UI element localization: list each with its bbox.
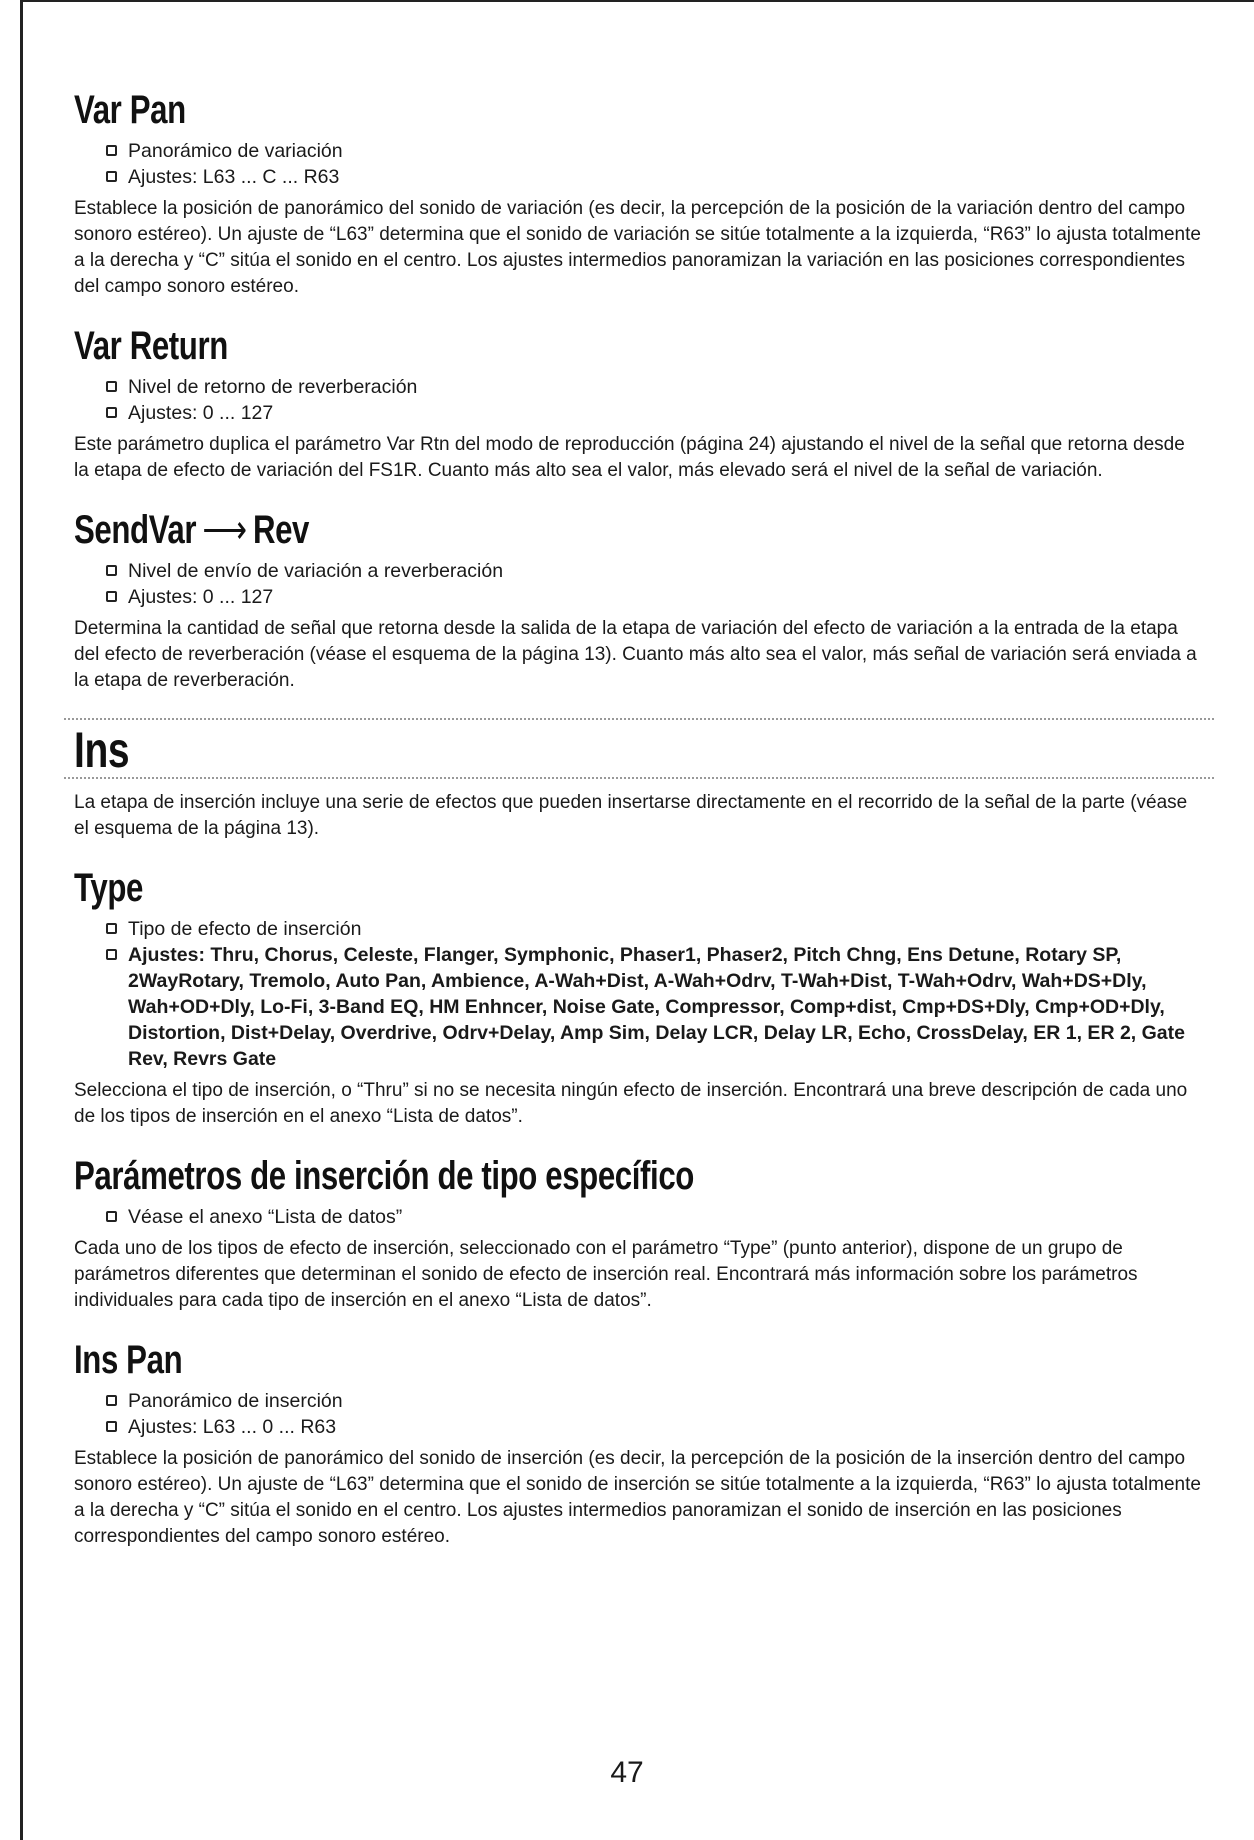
bullet-item — [106, 558, 1204, 584]
checkbox-square-icon — [106, 591, 117, 602]
bullet-item — [106, 164, 1204, 190]
bullet-item — [106, 1414, 1204, 1440]
bullet-item — [106, 138, 1204, 164]
heading-part-rev: Rev — [252, 508, 310, 552]
body-paragraph: Determina la cantidad de señal que retorna desde la salida de la etapa de variación del efecto de variación a la entrada de la etapa del efecto de reverberación (véase el esquema de la página 13). Cuanto más alto sea el valor, más señal de variación será enviada a la etapa de reverberación. — [74, 618, 1197, 691]
checkbox-square-icon — [106, 949, 117, 960]
section-var-pan — [74, 88, 1204, 300]
bullet-list — [106, 374, 1204, 426]
bullet-list — [106, 916, 1204, 1072]
page-top-border — [22, 0, 1254, 2]
bullet-list — [106, 1204, 1204, 1230]
page-number: 47 — [610, 1756, 644, 1789]
checkbox-square-icon — [106, 171, 117, 182]
checkbox-square-icon — [106, 381, 117, 392]
bullet-text: Ajustes: 0 ... 127 — [128, 586, 274, 608]
heading-var-pan: Var Pan — [74, 88, 186, 132]
bullet-item — [106, 1388, 1204, 1414]
heading-params: Parámetros de inserción de tipo específico — [74, 1154, 694, 1198]
body-paragraph: La etapa de inserción incluye una serie de efectos que pueden insertarse directamente en el recorrido de la señal de la parte (véase el esquema de la página 13). — [74, 792, 1188, 839]
arrow-right-icon: ⟶ — [202, 508, 247, 552]
page-content — [74, 88, 1204, 1574]
bullet-text: Tipo de efecto de inserción — [128, 918, 362, 940]
checkbox-square-icon — [106, 145, 117, 156]
section-type — [74, 866, 1204, 1130]
checkbox-square-icon — [106, 407, 117, 418]
body-paragraph: Establece la posición de panorámico del sonido de variación (es decir, la percepción de la posición de la variación dentro del campo sonoro estéreo). Un ajuste de “L63” determina que el sonido de variación se sitúe totalmente a la izquierda, “R63” lo ajusta totalmente a la derecha y “C” sitúa el sonido en el centro. Los ajustes intermedios panoramizan la variación en las posiciones correspondientes del campo sonoro estéreo. — [74, 198, 1201, 297]
bullet-item-settings — [106, 942, 1204, 1072]
bullet-text: Ajustes: Thru, Chorus, Celeste, Flanger, Symphonic, Phaser1, Phaser2, Pitch Chng, Ens Detune, Rotary SP, 2WayRotary, Tremolo, Auto Pan, Ambience, A-Wah+Dist, A-Wah+Odrv, T-Wah+Dist, T-Wah+Odrv, Wah+DS+Dly, Wah+OD+Dly, Lo-Fi, 3-Band EQ, HM Enhncer, Noise Gate, Compressor, Comp+dist, Cmp+DS+Dly, Cmp+OD+Dly, Distortion, Dist+Delay, Overdrive, Odrv+Delay, Amp Sim, Delay LCR, Delay LR, Echo, CrossDelay, ER 1, ER 2, Gate Rev, Revrs Gate — [128, 944, 1185, 1070]
page-left-border — [20, 0, 23, 1840]
checkbox-square-icon — [106, 1211, 117, 1222]
checkbox-square-icon — [106, 923, 117, 934]
section-var-return — [74, 324, 1204, 484]
heading-part-sendvar: SendVar — [74, 508, 197, 552]
bullet-text: Véase el anexo “Lista de datos” — [128, 1206, 403, 1228]
checkbox-square-icon — [106, 565, 117, 576]
bullet-text: Ajustes: L63 ... C ... R63 — [128, 166, 340, 188]
bullet-item — [106, 374, 1204, 400]
bullet-text: Panorámico de variación — [128, 140, 343, 162]
body-paragraph: Selecciona el tipo de inserción, o “Thru” si no se necesita ningún efecto de inserción. Encontrará una breve descripción de cada uno de los tipos de inserción en el anexo “Lista de datos”. — [74, 1080, 1188, 1127]
bullet-list — [106, 1388, 1204, 1440]
heading-sendvar-rev — [74, 508, 955, 552]
bullet-item — [106, 400, 1204, 426]
section-ins-pan — [74, 1338, 1204, 1550]
bullet-item — [106, 584, 1204, 610]
bullet-item — [106, 1204, 1204, 1230]
bullet-item — [106, 916, 1204, 942]
heading-type: Type — [74, 866, 143, 910]
dotted-divider-bottom — [64, 777, 1214, 782]
heading-var-return: Var Return — [74, 324, 228, 368]
bullet-text: Ajustes: 0 ... 127 — [128, 402, 274, 424]
bullet-text: Nivel de retorno de reverberación — [128, 376, 418, 398]
section-ins — [74, 718, 1204, 842]
bullet-text: Panorámico de inserción — [128, 1390, 343, 1412]
checkbox-square-icon — [106, 1395, 117, 1406]
section-sendvar-rev — [74, 508, 1204, 694]
heading-ins: Ins — [74, 722, 130, 778]
bullet-text: Ajustes: L63 ... 0 ... R63 — [128, 1416, 337, 1438]
bullet-list — [106, 138, 1204, 190]
checkbox-square-icon — [106, 1421, 117, 1432]
section-params — [74, 1154, 1204, 1314]
heading-ins-pan: Ins Pan — [74, 1338, 183, 1382]
body-paragraph: Establece la posición de panorámico del sonido de inserción (es decir, la percepción de la posición de la inserción dentro del campo sonoro estéreo). Un ajuste de “L63” determina que el sonido de inserción se sitúe totalmente a la izquierda, “R63” lo ajusta totalmente a la derecha y “C” sitúa el sonido en el centro. Los ajustes intermedios panoramizan el sonido de inserción en las posiciones correspondientes del campo sonoro estéreo. — [74, 1448, 1201, 1547]
bullet-list — [106, 558, 1204, 610]
bullet-text: Nivel de envío de variación a reverberación — [128, 560, 504, 582]
body-paragraph: Este parámetro duplica el parámetro Var Rtn del modo de reproducción (página 24) ajustando el nivel de la señal que retorna desde la etapa de efecto de variación del FS1R. Cuanto más alto sea el valor, más elevado será el nivel de la señal de variación. — [74, 434, 1185, 481]
body-paragraph: Cada uno de los tipos de efecto de inserción, seleccionado con el parámetro “Type” (punto anterior), dispone de un grupo de parámetros diferentes que determinan el sonido de efecto de inserción real. Encontrará más información sobre los parámetros individuales para cada tipo de inserción en el anexo “Lista de datos”. — [74, 1238, 1138, 1311]
